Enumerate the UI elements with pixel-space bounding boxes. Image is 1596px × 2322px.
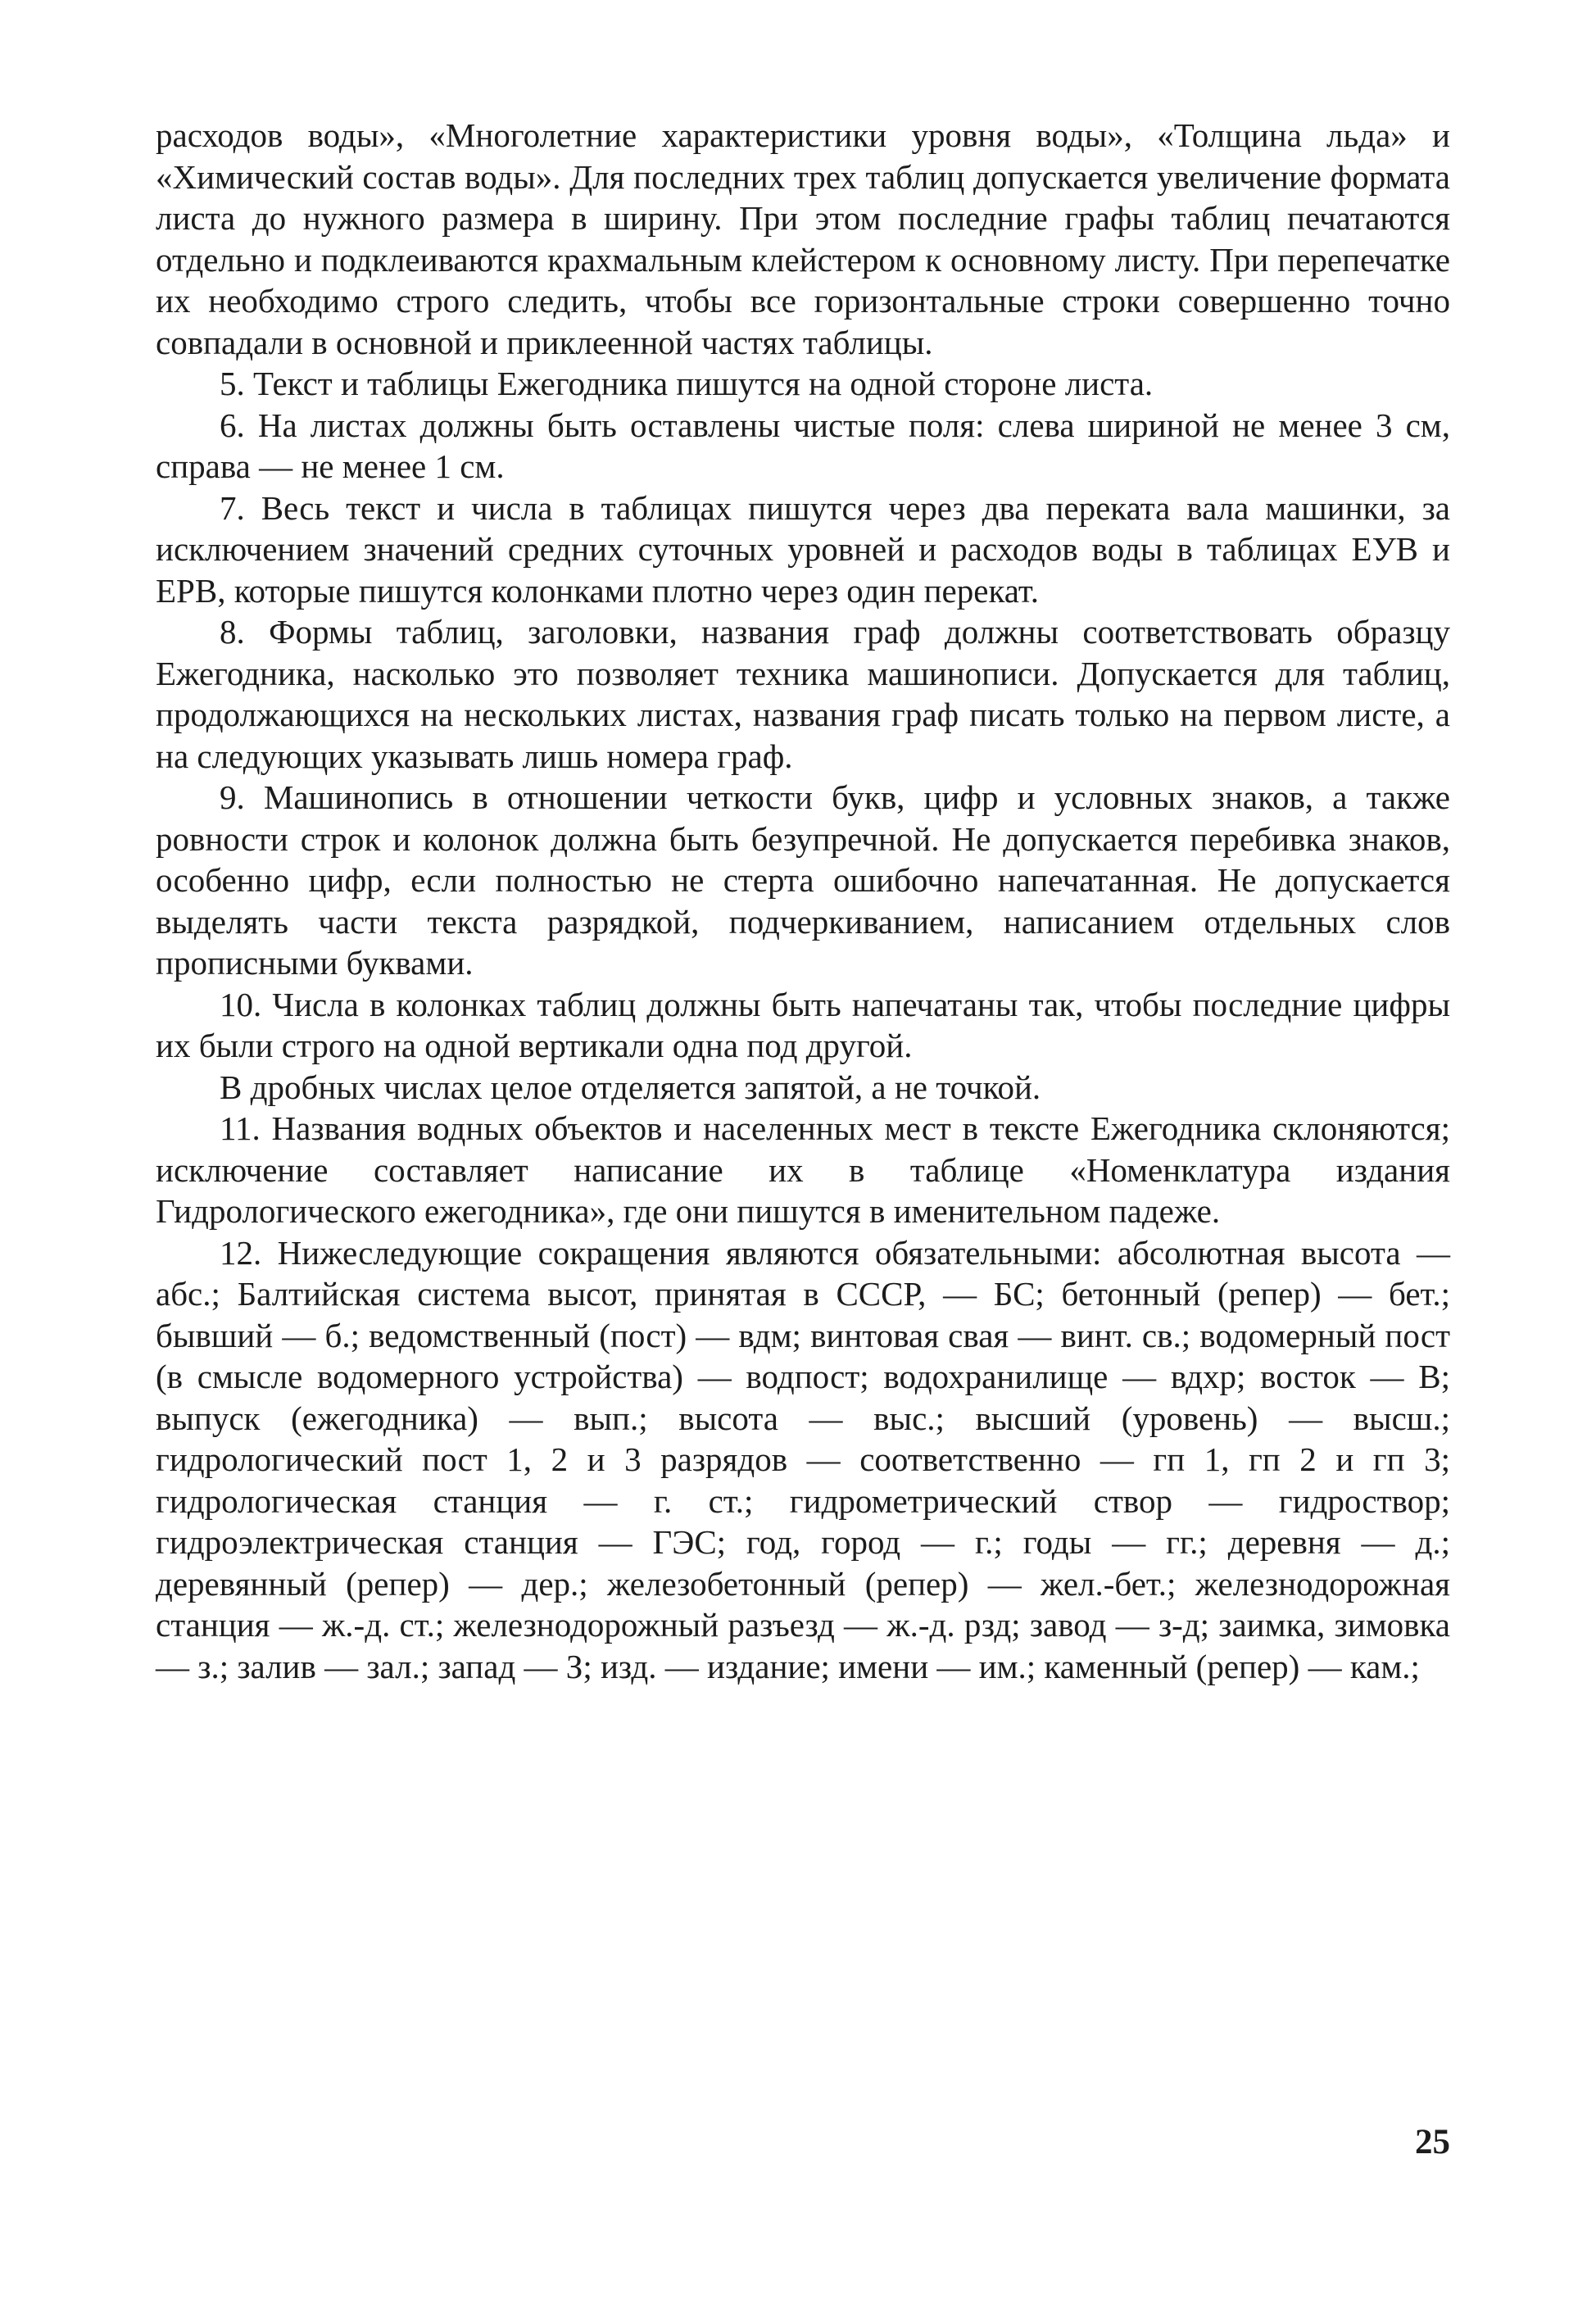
paragraph-item-10-note: В дробных числах целое отделяется запятой, а не точкой. [220, 1068, 1041, 1106]
paragraph-item-11: 11. Названия водных объектов и населенных мест в тексте Ежегодника склоняются; исключение составляет написание их в таблице «Номенклатура издания Гидрологического ежегодника», где они пишутся в именительном падеже. [156, 1109, 1450, 1230]
paragraph-item-9: 9. Машинопись в отношении четкости букв, цифр и условных знаков, а также ровности строк и колонок должна быть безупречной. Не допускается перебивка знаков, особенно цифр, если полностью не стерта ошибочно напечатанная. Не допускается выделять части текста разрядкой, подчеркиванием, написанием отдельных слов прописными буквами. [156, 778, 1450, 982]
paragraph-item-8: 8. Формы таблиц, заголовки, названия граф должны соответствовать образцу Ежегодника, насколько это позволяет техника машинописи. Допускается для таблиц, продолжающихся на нескольких листах, названия граф писать только на первом листе, а на следующих указывать лишь номера граф. [156, 613, 1450, 775]
paragraph-item-6: 6. На листах должны быть оставлены чистые поля: слева шириной не менее 3 см, справа — не менее 1 см. [156, 406, 1450, 485]
paragraph-item-7: 7. Весь текст и числа в таблицах пишутся через два переката вала машинки, за исключением значений средних суточных уровней и расходов воды в таблицах ЕУВ и ЕРВ, которые пишутся колонками плотно через один перекат. [156, 488, 1450, 610]
paragraph-item-12: 12. Нижеследующие сокращения являются обязательными: абсолютная высота — абс.; Балтийская система высот, принятая в СССР, — БС; бетонный (репер) — бет.; бывший — б.; ведомственный (пост) — вдм; винтовая свая — винт. св.; водомерный пост (в смысле водомерного устройства) — водпост; водохранилище — вдхр; восток — В; выпуск (ежегодника) — вып.; высота — выс.; высший (уровень) — высш.; гидрологический пост 1, 2 и 3 разрядов — соответственно — гп 1, гп 2 и гп 3; гидрологическая станция — г. ст.; гидрометрический створ — гидроствор; гидроэлектрическая станция — ГЭС; год, город — г.; годы — гг.; деревня — д.; деревянный (репер) — дер.; железобетонный (репер) — жел.-бет.; железнодорожная станция — ж.-д. ст.; железнодорожный разъезд — ж.-д. рзд; завод — з-д; заимка, зимовка — з.; залив — зал.; запад — З; изд. — издание; имени — им.; каменный (репер) — кам.; [156, 1233, 1450, 1685]
paragraph-item-5: 5. Текст и таблицы Ежегодника пишутся на одной стороне листа. [220, 365, 1154, 402]
document-page [156, 115, 1450, 1687]
paragraph-item-10: 10. Числа в колонках таблиц должны быть напечатаны так, чтобы последние цифры их были строго на одной вертикали одна под другой. [156, 985, 1450, 1064]
page-number: 25 [1415, 2123, 1450, 2161]
paragraph-continuation: расходов воды», «Многолетние характеристики уровня воды», «Толщина льда» и «Химический состав воды». Для последних трех таблиц допускается увеличение формата листа до нужного размера в ширину. При этом последние графы таблиц печатаются отдельно и подклеиваются крахмальным клейстером к основному листу. При перепечатке их необходимо строго следить, чтобы все горизонтальные строки совершенно точно совпадали в основной и приклеенной частях таблицы. [156, 116, 1450, 361]
